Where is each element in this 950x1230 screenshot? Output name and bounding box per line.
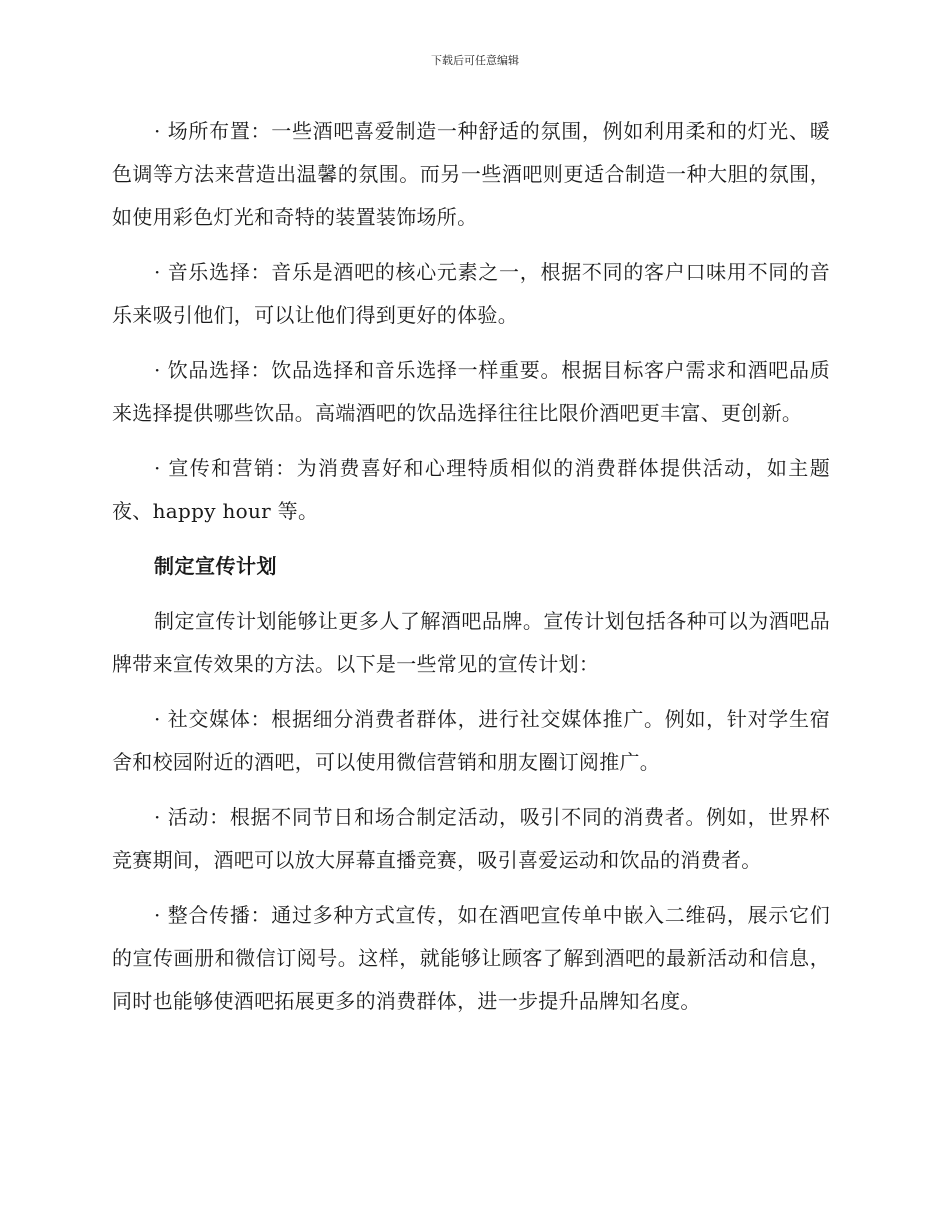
paragraph-events: · 活动：根据不同节日和场合制定活动，吸引不同的消费者。例如，世界杯竞赛期间，酒吧可以放大屏幕直播竞赛，吸引喜爱运动和饮品的消费者。 (112, 805, 830, 872)
paragraph-drink-selection: · 饮品选择：饮品选择和音乐选择一样重要。根据目标客户需求和酒吧品质来选择提供哪些饮品。高端酒吧的饮品选择往往比限价酒吧更丰富、更创新。 (112, 358, 830, 425)
paragraph-social-media: · 社交媒体：根据细分消费者群体，进行社交媒体推广。例如，针对学生宿舍和校园附近的酒吧，可以使用微信营销和朋友圈订阅推广。 (112, 707, 830, 774)
paragraph-integrated-communication: · 整合传播：通过多种方式宣传，如在酒吧宣传单中嵌入二维码，展示它们的宣传画册和微信订阅号。这样，就能够让顾客了解到酒吧的最新活动和信息，同时也能够使酒吧拓展更多的消费群体，进一步提升品牌知名度。 (112, 903, 830, 1013)
section-heading: 制定宣传计划 (154, 554, 277, 578)
page-header: 下载后可任意编辑 (431, 54, 519, 67)
document-body (112, 110, 830, 1035)
paragraph-venue-layout: · 场所布置：一些酒吧喜爱制造一种舒适的氛围，例如利用柔和的灯光、暖色调等方法来营造出温馨的氛围。而另一些酒吧则更适合制造一种大胆的氛围，如使用彩色灯光和奇特的装置装饰场所。 (112, 119, 830, 229)
paragraph-music-selection: · 音乐选择：音乐是酒吧的核心元素之一，根据不同的客户口味用不同的音乐来吸引他们，可以让他们得到更好的体验。 (112, 260, 830, 327)
paragraph-plan-intro: 制定宣传计划能够让更多人了解酒吧品牌。宣传计划包括各种可以为酒吧品牌带来宣传效果的方法。以下是一些常见的宣传计划： (112, 609, 830, 676)
paragraph-promotion-marketing: · 宣传和营销：为消费喜好和心理特质相似的消费群体提供活动，如主题夜、happy hour 等。 (112, 456, 830, 523)
